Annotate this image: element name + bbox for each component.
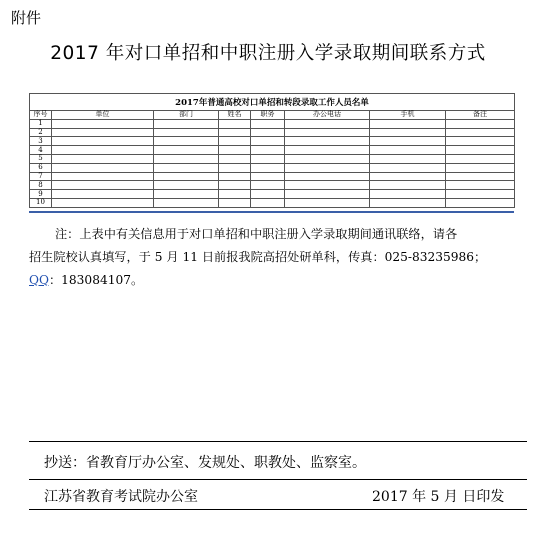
note-line-1: 注：上表中有关信息用于对口单招和中职注册入学录取期间通讯联络，请各 xyxy=(55,227,458,241)
blank-cell xyxy=(251,190,285,199)
blank-cell xyxy=(52,146,154,155)
blank-cell xyxy=(219,128,251,137)
blank-cell xyxy=(219,119,251,128)
page-title: 2017 年对口单招和中职注册入学录取期间联系方式 xyxy=(50,43,486,64)
col-header-unit: 单位 xyxy=(52,111,154,120)
blank-cell xyxy=(251,163,285,172)
blank-cell xyxy=(285,128,370,137)
blank-cell xyxy=(219,163,251,172)
blank-cell xyxy=(219,190,251,199)
blank-cell xyxy=(446,119,515,128)
blank-cell xyxy=(219,146,251,155)
blank-cell xyxy=(370,172,446,181)
blank-cell xyxy=(52,119,154,128)
blank-cell xyxy=(154,128,219,137)
row-index: 9 xyxy=(30,190,52,199)
form-caption: 2017年普通高校对口单招和转段录取工作人员名单 xyxy=(29,93,515,110)
divider-bottom xyxy=(29,509,527,510)
divider-middle xyxy=(29,479,527,480)
table-row xyxy=(30,172,515,181)
col-header-index: 序号 xyxy=(30,111,52,120)
blank-cell xyxy=(251,119,285,128)
table-bottom-rule xyxy=(29,211,514,213)
table-row xyxy=(30,137,515,146)
table-row xyxy=(30,190,515,199)
header-row xyxy=(30,111,515,120)
blank-cell xyxy=(251,154,285,163)
contact-form-table xyxy=(29,93,514,208)
table-row xyxy=(30,163,515,172)
blank-cell xyxy=(219,154,251,163)
blank-cell xyxy=(52,190,154,199)
row-index: 10 xyxy=(30,198,52,207)
blank-cell xyxy=(251,146,285,155)
blank-cell xyxy=(251,137,285,146)
blank-cell xyxy=(446,190,515,199)
blank-cell xyxy=(52,172,154,181)
blank-cell xyxy=(285,198,370,207)
table-row xyxy=(30,181,515,190)
blank-cell xyxy=(446,137,515,146)
row-index: 3 xyxy=(30,137,52,146)
blank-cell xyxy=(285,137,370,146)
blank-cell xyxy=(446,146,515,155)
issuing-office: 江苏省教育考试院办公室 xyxy=(44,489,198,505)
issue-date: 2017 年 5 月 日印发 xyxy=(372,489,505,505)
blank-cell xyxy=(219,198,251,207)
row-index: 2 xyxy=(30,128,52,137)
attachment-label: 附件 xyxy=(11,9,42,27)
blank-cell xyxy=(219,137,251,146)
cc-line: 抄送：省教育厅办公室、发规处、职教处、监察室。 xyxy=(44,455,366,471)
blank-cell xyxy=(285,163,370,172)
blank-cell xyxy=(251,128,285,137)
table-row xyxy=(30,146,515,155)
row-index: 6 xyxy=(30,163,52,172)
blank-cell xyxy=(370,146,446,155)
blank-cell xyxy=(446,128,515,137)
blank-cell xyxy=(370,119,446,128)
col-header-office-phone: 办公电话 xyxy=(285,111,370,120)
row-index: 7 xyxy=(30,172,52,181)
note-line-2: 招生院校认真填写，于 5 月 11 日前报我院高招处研单科，传真：025-83235986； xyxy=(29,250,487,264)
row-index: 4 xyxy=(30,146,52,155)
blank-cell xyxy=(52,137,154,146)
blank-cell xyxy=(219,181,251,190)
qq-link[interactable]: QQ xyxy=(29,273,49,287)
blank-cell xyxy=(154,190,219,199)
blank-cell xyxy=(446,198,515,207)
table-row xyxy=(30,154,515,163)
blank-cell xyxy=(285,190,370,199)
blank-cell xyxy=(446,163,515,172)
blank-cell xyxy=(370,198,446,207)
col-header-name: 姓名 xyxy=(219,111,251,120)
blank-cell xyxy=(52,128,154,137)
table-row xyxy=(30,119,515,128)
blank-cell xyxy=(251,181,285,190)
row-index: 8 xyxy=(30,181,52,190)
blank-cell xyxy=(154,154,219,163)
blank-cell xyxy=(446,181,515,190)
blank-cell xyxy=(251,198,285,207)
blank-cell xyxy=(154,172,219,181)
note-paragraph xyxy=(29,223,519,292)
col-header-mobile: 手机 xyxy=(370,111,446,120)
blank-cell xyxy=(446,154,515,163)
row-index: 5 xyxy=(30,154,52,163)
qq-number: ：183084107。 xyxy=(48,273,144,287)
blank-cell xyxy=(52,163,154,172)
table-row xyxy=(30,128,515,137)
blank-cell xyxy=(370,190,446,199)
blank-cell xyxy=(154,163,219,172)
blank-cell xyxy=(370,128,446,137)
blank-cell xyxy=(52,198,154,207)
blank-cell xyxy=(154,119,219,128)
row-index: 1 xyxy=(30,119,52,128)
col-header-department: 部门 xyxy=(154,111,219,120)
blank-cell xyxy=(52,154,154,163)
blank-cell xyxy=(446,172,515,181)
blank-cell xyxy=(251,172,285,181)
blank-cell xyxy=(219,172,251,181)
blank-cell xyxy=(285,181,370,190)
blank-cell xyxy=(370,137,446,146)
col-header-position: 职务 xyxy=(251,111,285,120)
blank-cell xyxy=(285,154,370,163)
note-line-3 xyxy=(29,269,519,292)
blank-cell xyxy=(285,119,370,128)
blank-cell xyxy=(154,198,219,207)
blank-cell xyxy=(370,154,446,163)
blank-cell xyxy=(154,146,219,155)
blank-cell xyxy=(154,137,219,146)
table-row xyxy=(30,198,515,207)
divider-top xyxy=(29,441,527,442)
blank-cell xyxy=(370,181,446,190)
blank-cell xyxy=(285,172,370,181)
blank-cell xyxy=(285,146,370,155)
col-header-remarks: 备注 xyxy=(446,111,515,120)
blank-cell xyxy=(154,181,219,190)
blank-cell xyxy=(370,163,446,172)
blank-cell xyxy=(52,181,154,190)
